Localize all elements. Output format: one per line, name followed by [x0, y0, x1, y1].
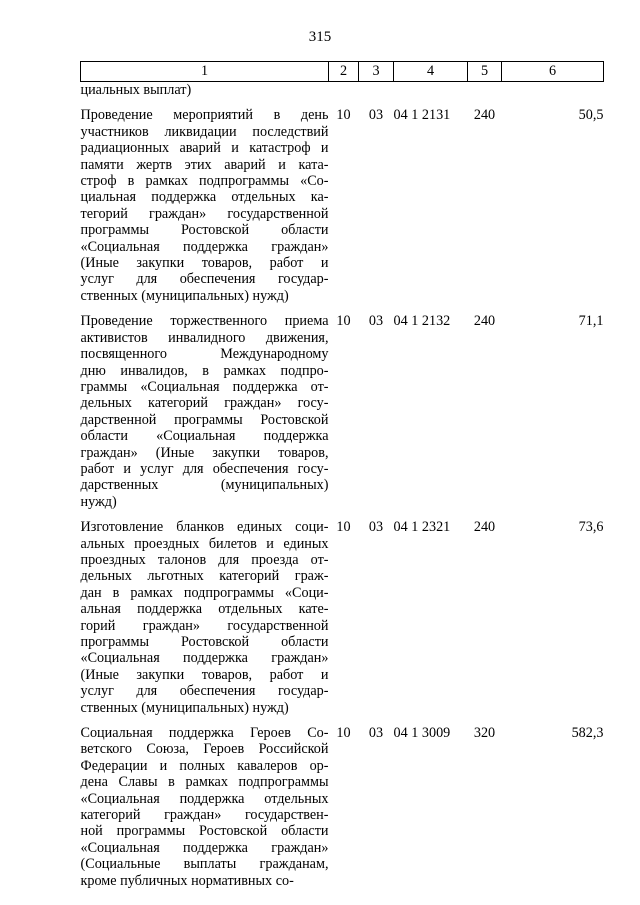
- table-row: [81, 107, 604, 313]
- description-line: ственных (муниципальных) нужд): [80, 287, 289, 304]
- description-line: Федерации и полных кавалеров ор-: [80, 757, 329, 774]
- row-description: [81, 519, 329, 725]
- description-line: памяти жертв этих аварий и ката-: [80, 156, 329, 173]
- description-line: программы Ростовской области: [80, 634, 329, 650]
- description-line: дельных льготных категорий граж-: [80, 568, 329, 585]
- description-line: Изготовление бланков единых соци-: [80, 519, 329, 536]
- description-line: Проведение торжественного приема: [80, 313, 329, 330]
- table-row: [81, 313, 604, 519]
- description-line: Проведение мероприятий в день: [80, 107, 329, 124]
- description-line: тегорий граждан» государственной: [80, 205, 329, 222]
- description-line: дарственных (муниципальных): [80, 477, 329, 494]
- header-col-2: 2: [329, 62, 359, 82]
- row-section: 10: [336, 725, 351, 742]
- description-line: работ и услуг для обеспечения госу-: [80, 460, 329, 477]
- table-header-row: [81, 62, 604, 82]
- description-line: «Социальная поддержка отдельных: [80, 790, 329, 807]
- description-line: горий граждан» государственной: [80, 617, 329, 634]
- row-amount: 582,3: [571, 725, 604, 742]
- description-line: нужд): [80, 493, 117, 510]
- description-line: проездных талонов для проезда от-: [80, 551, 329, 568]
- header-col-3: 3: [359, 62, 394, 82]
- continuation-row: [81, 82, 604, 108]
- description-line: услуг для обеспечения государ-: [80, 271, 329, 288]
- description-line: области «Социальная поддержка: [80, 428, 329, 445]
- description-line: строф в рамках подпрограммы «Со-: [80, 173, 329, 190]
- row-amount: 50,5: [578, 107, 604, 124]
- row-section: 10: [336, 519, 351, 536]
- header-col-1: 1: [81, 62, 329, 82]
- row-description: [81, 313, 329, 519]
- header-col-4: 4: [394, 62, 468, 82]
- description-line: (Иные закупки товаров, работ и: [80, 666, 329, 683]
- row-section: 10: [336, 107, 351, 124]
- header-col-5: 5: [468, 62, 502, 82]
- description-line: ной программы Ростовской области: [80, 823, 329, 840]
- description-line: услуг для обеспечения государ-: [80, 683, 329, 700]
- continuation-text: циальных выплат): [80, 82, 192, 98]
- description-line: циальная поддержка отдельных ка-: [80, 189, 329, 206]
- description-line: ственных (муниципальных) нужд): [80, 699, 289, 716]
- description-line: категорий граждан» государствен-: [80, 807, 329, 824]
- description-line: радиационных аварий и катастроф и: [80, 140, 329, 157]
- description-line: Социальная поддержка Героев Со-: [80, 725, 329, 742]
- description-line: дню инвалидов, в рамках подпро-: [80, 362, 329, 379]
- row-expense-type: 320: [473, 725, 496, 742]
- description-line: «Социальная поддержка граждан»: [80, 650, 329, 667]
- description-line: дена Славы в рамках подпрограммы: [80, 774, 329, 791]
- description-line: активистов инвалидного движения,: [80, 329, 329, 346]
- row-subsection: 03: [368, 725, 384, 742]
- description-line: граждан» (Иные закупки товаров,: [80, 444, 329, 461]
- description-line: «Социальная поддержка граждан»: [80, 839, 329, 856]
- row-amount: 71,1: [578, 313, 604, 330]
- description-line: программы Ростовской области: [80, 222, 329, 239]
- row-subsection: 03: [368, 107, 384, 124]
- budget-table: [80, 61, 604, 898]
- description-line: ветского Союза, Героев Российской: [80, 741, 329, 758]
- row-subsection: 03: [368, 519, 384, 536]
- row-subsection: 03: [368, 313, 384, 330]
- description-line: кроме публичных нормативных со-: [80, 872, 294, 889]
- table-row: [81, 725, 604, 898]
- description-line: граммы «Социальная поддержка от-: [80, 378, 329, 395]
- row-target-article: 04 1 3009: [393, 725, 451, 742]
- row-amount: 73,6: [578, 519, 604, 536]
- description-line: (Социальные выплаты гражданам,: [80, 856, 329, 873]
- row-description: [81, 107, 329, 313]
- description-line: альных проездных билетов и единых: [80, 535, 329, 552]
- header-col-6: 6: [502, 62, 604, 82]
- row-description: [81, 725, 329, 898]
- description-line: (Иные закупки товаров, работ и: [80, 255, 329, 272]
- description-line: участников ликвидации последствий: [80, 123, 329, 140]
- row-expense-type: 240: [473, 519, 496, 536]
- description-line: дельных категорий граждан» госу-: [80, 395, 329, 412]
- description-line: альная поддержка отдельных кате-: [80, 601, 329, 618]
- description-line: «Социальная поддержка граждан»: [80, 238, 329, 255]
- row-target-article: 04 1 2131: [393, 107, 451, 124]
- row-expense-type: 240: [473, 107, 496, 124]
- description-line: посвященного Международному: [80, 346, 329, 363]
- row-target-article: 04 1 2132: [393, 313, 451, 330]
- row-section: 10: [336, 313, 351, 330]
- description-line: дарственной программы Ростовской: [80, 411, 329, 428]
- row-expense-type: 240: [473, 313, 496, 330]
- table-row: [81, 519, 604, 725]
- row-target-article: 04 1 2321: [393, 519, 451, 536]
- description-line: дан в рамках подпрограммы «Соци-: [80, 584, 329, 601]
- page-number: 315: [308, 29, 332, 45]
